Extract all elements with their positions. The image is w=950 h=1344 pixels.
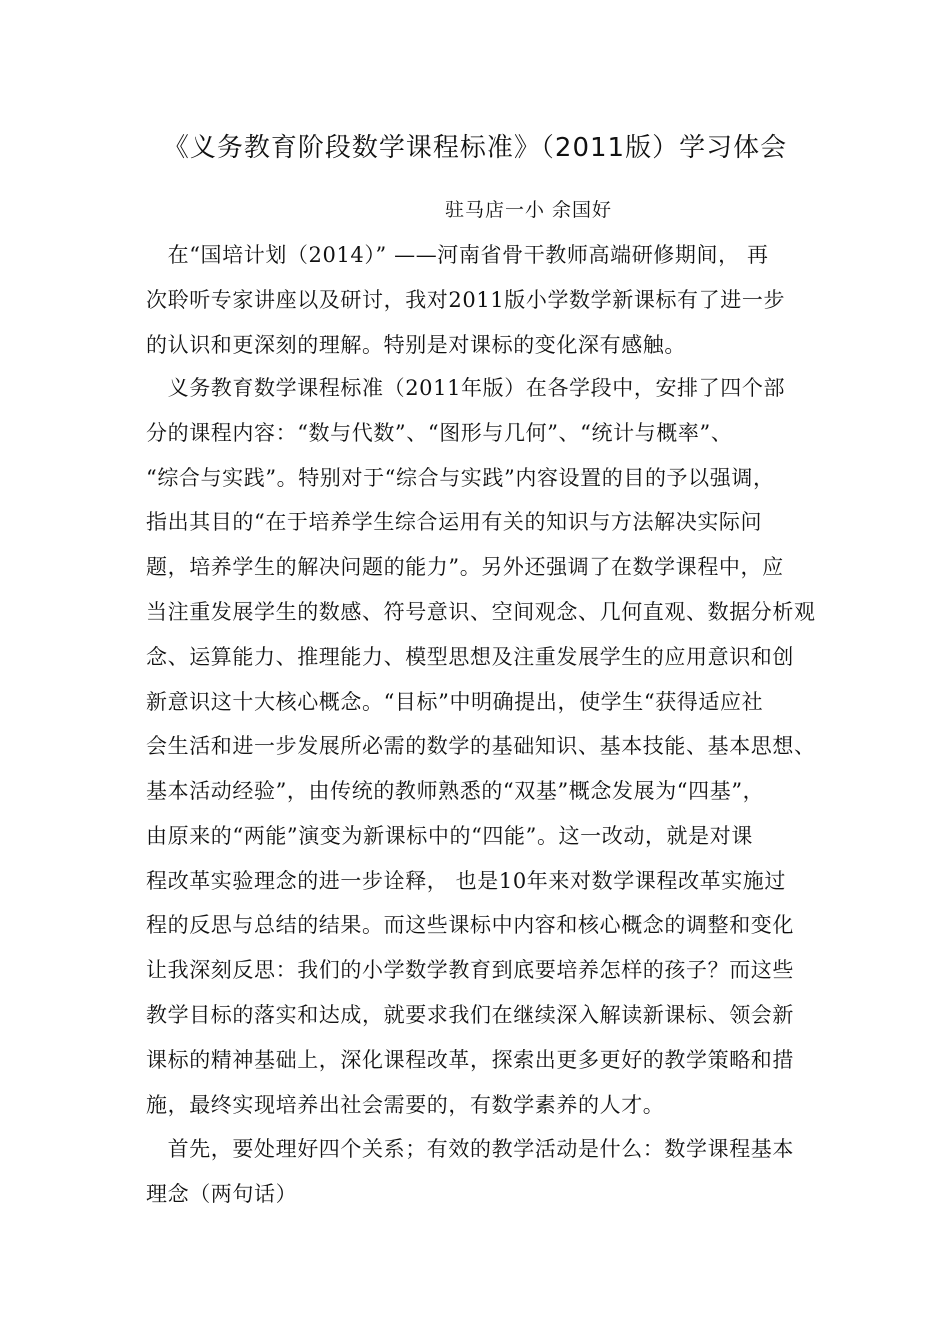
document-title: 《义务教育阶段数学课程标准》（2011版）学习体会: [162, 133, 788, 163]
body-line: 的认识和更深刻的理解。特别是对课标的变化深有感触。: [146, 333, 686, 357]
body-line: 在“国培计划（2014）” ——河南省骨干教师高端研修期间， 再: [146, 243, 769, 267]
body-line: 指出其目的“在于培养学生综合运用有关的知识与方法解决实际问: [146, 510, 763, 534]
body-line: 义务教育数学课程标准（2011年版）在各学段中，安排了四个部: [146, 376, 786, 400]
body-line: 程改革实验理念的进一步诠释， 也是10年来对数学课程改革实施过: [146, 869, 786, 893]
body-line: 当注重发展学生的数感、符号意识、空间观念、几何直观、数据分析观: [146, 600, 816, 624]
body-line: 施，最终实现培养出社会需要的，有数学素养的人才。: [146, 1093, 665, 1117]
body-line: 首先，要处理好四个关系；有效的教学活动是什么：数学课程基本: [146, 1137, 794, 1161]
body-line: 分的课程内容：“数与代数”、“图形与几何”、“统计与概率”、: [146, 421, 733, 445]
body-line: 程的反思与总结的结果。而这些课标中内容和核心概念的调整和变化: [146, 913, 794, 937]
body-line: 由原来的“两能”演变为新课标中的“四能”。这一改动，就是对课: [146, 824, 753, 848]
body-line: 新意识这十大核心概念。“目标”中明确提出，使学生“获得适应社: [146, 690, 764, 714]
body-line: 理念（两句话）: [146, 1182, 298, 1206]
body-line: 念、运算能力、推理能力、模型思想及注重发展学生的应用意识和创: [146, 645, 794, 669]
body-line: 让我深刻反思：我们的小学数学教育到底要培养怎样的孩子？而这些: [146, 958, 794, 982]
body-line: 基本活动经验”，由传统的教师熟悉的“双基”概念发展为“四基”，: [146, 779, 765, 803]
body-line: 题，培养学生的解决问题的能力”。另外还强调了在数学课程中，应: [146, 555, 784, 579]
body-line: 课标的精神基础上，深化课程改革，探索出更多更好的教学策略和措: [146, 1048, 794, 1072]
body-line: “综合与实践”。特别对于“综合与实践”内容设置的目的予以强调，: [146, 466, 775, 490]
body-line: 次聆听专家讲座以及研讨，我对2011版小学数学新课标有了进一步: [146, 288, 786, 312]
body-line: 会生活和进一步发展所必需的数学的基础知识、基本技能、基本思想、: [146, 734, 816, 758]
body-line: 教学目标的落实和达成，就要求我们在继续深入解读新课标、领会新: [146, 1003, 794, 1027]
document-author: 驻马店一小 余国好: [445, 199, 613, 221]
